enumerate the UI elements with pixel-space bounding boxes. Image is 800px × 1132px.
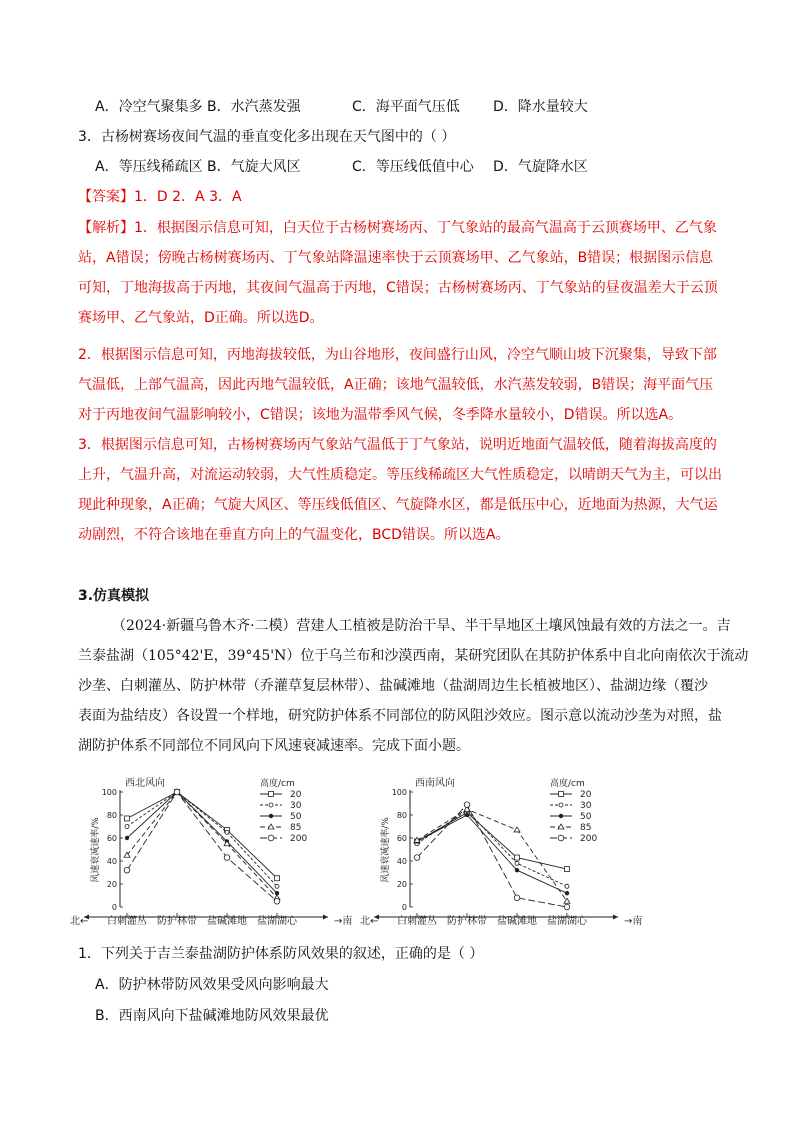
y-tick-label: 20	[396, 880, 407, 889]
option-ab: A．等压线稀疏区 B．气旋大风区	[95, 159, 301, 175]
data-point	[564, 904, 570, 910]
data-point	[275, 884, 279, 888]
y-tick-label: 100	[391, 788, 407, 797]
analysis-line: 气温低，上部气温高，因此丙地气温较低，A正确；该地气温较低，水汽蒸发较弱，B错误；海平面气压	[78, 377, 714, 393]
y-tick-label: 0	[111, 903, 117, 912]
answer-text: 1．D 2．A 3．A	[134, 189, 242, 205]
y-tick-label: 40	[106, 857, 117, 866]
y-tick-label: 60	[396, 834, 407, 843]
question-3-options	[95, 157, 588, 177]
data-point	[514, 827, 520, 832]
passage-line: 沙垄、白刺灌丛、防护林带（乔灌草复层林带）、盐碱滩地（盐湖周边生长植被地区）、盐湖边缘（覆沙	[78, 678, 708, 694]
data-point	[515, 861, 519, 865]
data-point	[515, 855, 520, 860]
legend-title: 高度/cm	[550, 779, 585, 789]
x-axis-right-label: →南	[624, 916, 643, 927]
option-d: D．气旋降水区	[493, 159, 588, 175]
passage-line: 兰泰盐湖（105°42'E，39°45'N）位于乌兰布和沙漠西南，某研究团队在其防护体系中自北向南依次于流动	[78, 648, 749, 664]
data-point	[124, 867, 130, 873]
x-axis-arrow	[613, 915, 618, 920]
x-axis-left-label: 北←	[70, 916, 89, 927]
option-d: D．降水量较大	[493, 99, 588, 115]
data-point	[269, 814, 273, 818]
analysis-line: 3．根据图示信息可知，古杨树赛场丙气象站气温低于丁气象站，说明近地面气温较低，随着海拔高度的	[78, 437, 717, 453]
question-2-options	[95, 97, 588, 117]
series-line	[127, 792, 277, 901]
data-point	[514, 895, 520, 901]
data-point	[565, 884, 569, 888]
series-line	[127, 792, 277, 893]
y-tick-label: 80	[396, 811, 407, 820]
analysis-line: 对于丙地夜间气温影响较小，C错误；该地为温带季风气候，冬季降水量较小，D错误。所以选A。	[78, 407, 683, 423]
question-1-option-a: A．防护林带防风效果受风向影响最大	[95, 977, 329, 993]
question-1-option-b: B．西南风向下盐碱滩地防风效果最优	[95, 1008, 329, 1024]
analysis-line: 上升，气温升高，对流运动较弱，大气性质稳定。等压线稀疏区大气性质稳定，以晴朗天气为主，可以出	[78, 467, 722, 483]
data-point	[125, 825, 129, 829]
option-c: C．等压线低值中心	[352, 159, 474, 175]
answer-label: 【答案】	[78, 189, 134, 205]
x-tick-label: 白刺灌丛	[107, 916, 147, 927]
legend-label: 50	[580, 812, 592, 822]
passage-line: 湖防护体系不同部位不同风向下风速衰减速率。完成下面小题。	[78, 738, 470, 754]
data-point	[125, 836, 129, 840]
data-point	[414, 855, 420, 861]
data-point	[275, 876, 280, 881]
x-tick-label: 盐碱滩地	[497, 916, 537, 927]
y-tick-label: 40	[396, 857, 407, 866]
data-point	[268, 824, 274, 829]
series-line	[417, 805, 567, 907]
series-line	[417, 813, 567, 869]
series-line	[417, 809, 567, 901]
data-point	[464, 802, 470, 808]
data-point	[269, 792, 274, 797]
legend-title: 高度/cm	[260, 779, 295, 789]
data-point	[465, 813, 469, 817]
option-c: C．海平面气压低	[352, 99, 460, 115]
data-point	[274, 898, 280, 904]
analysis-line: 可知，丁地海拔高于丙地，其夜间气温高于丙地，C错误；古杨树赛场丙、丁气象站的昼夜温差大于云顶	[78, 280, 718, 296]
data-point	[565, 867, 570, 872]
question-1-stem: 1．下列关于吉兰泰盐湖防护体系防风效果的叙述，正确的是（ ）	[78, 946, 484, 962]
data-point	[564, 898, 570, 903]
data-point	[565, 891, 569, 895]
chart-northwest-wind	[70, 770, 353, 935]
passage-line: （2024·新疆乌鲁木齐·二模）营建人工植被是防治干旱、半干旱地区土壤风蚀最有效的方法之一。吉	[112, 618, 731, 634]
y-tick-label: 80	[106, 811, 117, 820]
series-line	[417, 810, 567, 886]
chart-title: 西北风向	[125, 778, 165, 789]
data-point	[559, 792, 564, 797]
x-axis-left-label: 北←	[360, 916, 379, 927]
analysis-line: 站，A错误；傍晚古杨树赛场丙、丁气象站降温速率快于云顶赛场甲、乙气象站，B错误；根据图示信息	[78, 250, 714, 266]
data-point	[515, 868, 519, 872]
legend-label: 85	[290, 823, 302, 833]
legend-label: 30	[290, 801, 302, 811]
x-tick-label: 盐湖湖心	[547, 916, 587, 927]
x-tick-label: 盐碱滩地	[207, 916, 247, 927]
y-axis-label: 风速衰减速率/%	[381, 817, 391, 883]
data-point	[558, 835, 564, 841]
y-axis-label: 风速衰减速率/%	[91, 817, 101, 883]
x-tick-label: 防护林带	[157, 916, 197, 927]
data-point	[559, 814, 563, 818]
y-tick-label: 20	[106, 880, 117, 889]
legend-label: 200	[580, 834, 598, 844]
analysis-line: 现此种现象，A正确；气旋大风区、等压线低值区、气旋降水区，都是低压中心，近地面为热源，大气运	[78, 497, 718, 513]
x-tick-label: 白刺灌丛	[397, 916, 437, 927]
y-tick-label: 100	[101, 788, 117, 797]
option-ab: A．冷空气聚集多 B．水汽蒸发强	[95, 99, 301, 115]
y-tick-label: 0	[401, 903, 407, 912]
legend-label: 20	[290, 790, 302, 800]
chart-southwest-wind	[360, 770, 643, 935]
legend-label: 30	[580, 801, 592, 811]
chart-title: 西南风向	[415, 778, 455, 789]
data-point	[174, 789, 180, 795]
data-point	[268, 835, 274, 841]
x-tick-label: 防护林带	[447, 916, 487, 927]
x-axis-right-label: →南	[334, 916, 353, 927]
legend-label: 200	[290, 834, 308, 844]
analysis-line: 动剧烈，不符合该地在垂直方向上的气温变化，BCD错误。所以选A。	[78, 527, 510, 543]
legend-label: 20	[580, 790, 592, 800]
data-point	[558, 824, 564, 829]
passage-line: 表面为盐结皮）各设置一个样地，研究防护体系不同部位的防风阻沙效应。图示意以流动沙垄为对照，盐	[78, 708, 722, 724]
y-tick-label: 60	[106, 834, 117, 843]
section-title: 3.仿真模拟	[78, 588, 150, 604]
analysis-label: 【解析】	[78, 220, 134, 236]
analysis-line: 2．根据图示信息可知，丙地海拔较低，为山谷地形，夜间盛行山风，冷空气顺山坡下沉聚集，导致下部	[78, 347, 717, 363]
data-point	[269, 803, 273, 807]
legend-label: 50	[290, 812, 302, 822]
legend-label: 85	[580, 823, 592, 833]
analysis-line-1	[78, 218, 717, 238]
x-axis-arrow	[323, 915, 328, 920]
data-point	[224, 855, 230, 861]
data-point	[559, 803, 563, 807]
question-3-stem: 3．古杨树赛场夜间气温的垂直变化多出现在天气图中的（ ）	[78, 129, 456, 145]
data-point	[125, 816, 130, 821]
x-tick-label: 盐湖湖心	[257, 916, 297, 927]
answer-line	[78, 187, 242, 207]
analysis-text: 1．根据图示信息可知，白天位于古杨树赛场丙、丁气象站的最高气温高于云顶赛场甲、乙气象	[134, 220, 717, 236]
data-point	[225, 830, 229, 834]
analysis-line: 赛场甲、乙气象站，D正确。所以选D。	[78, 310, 324, 326]
